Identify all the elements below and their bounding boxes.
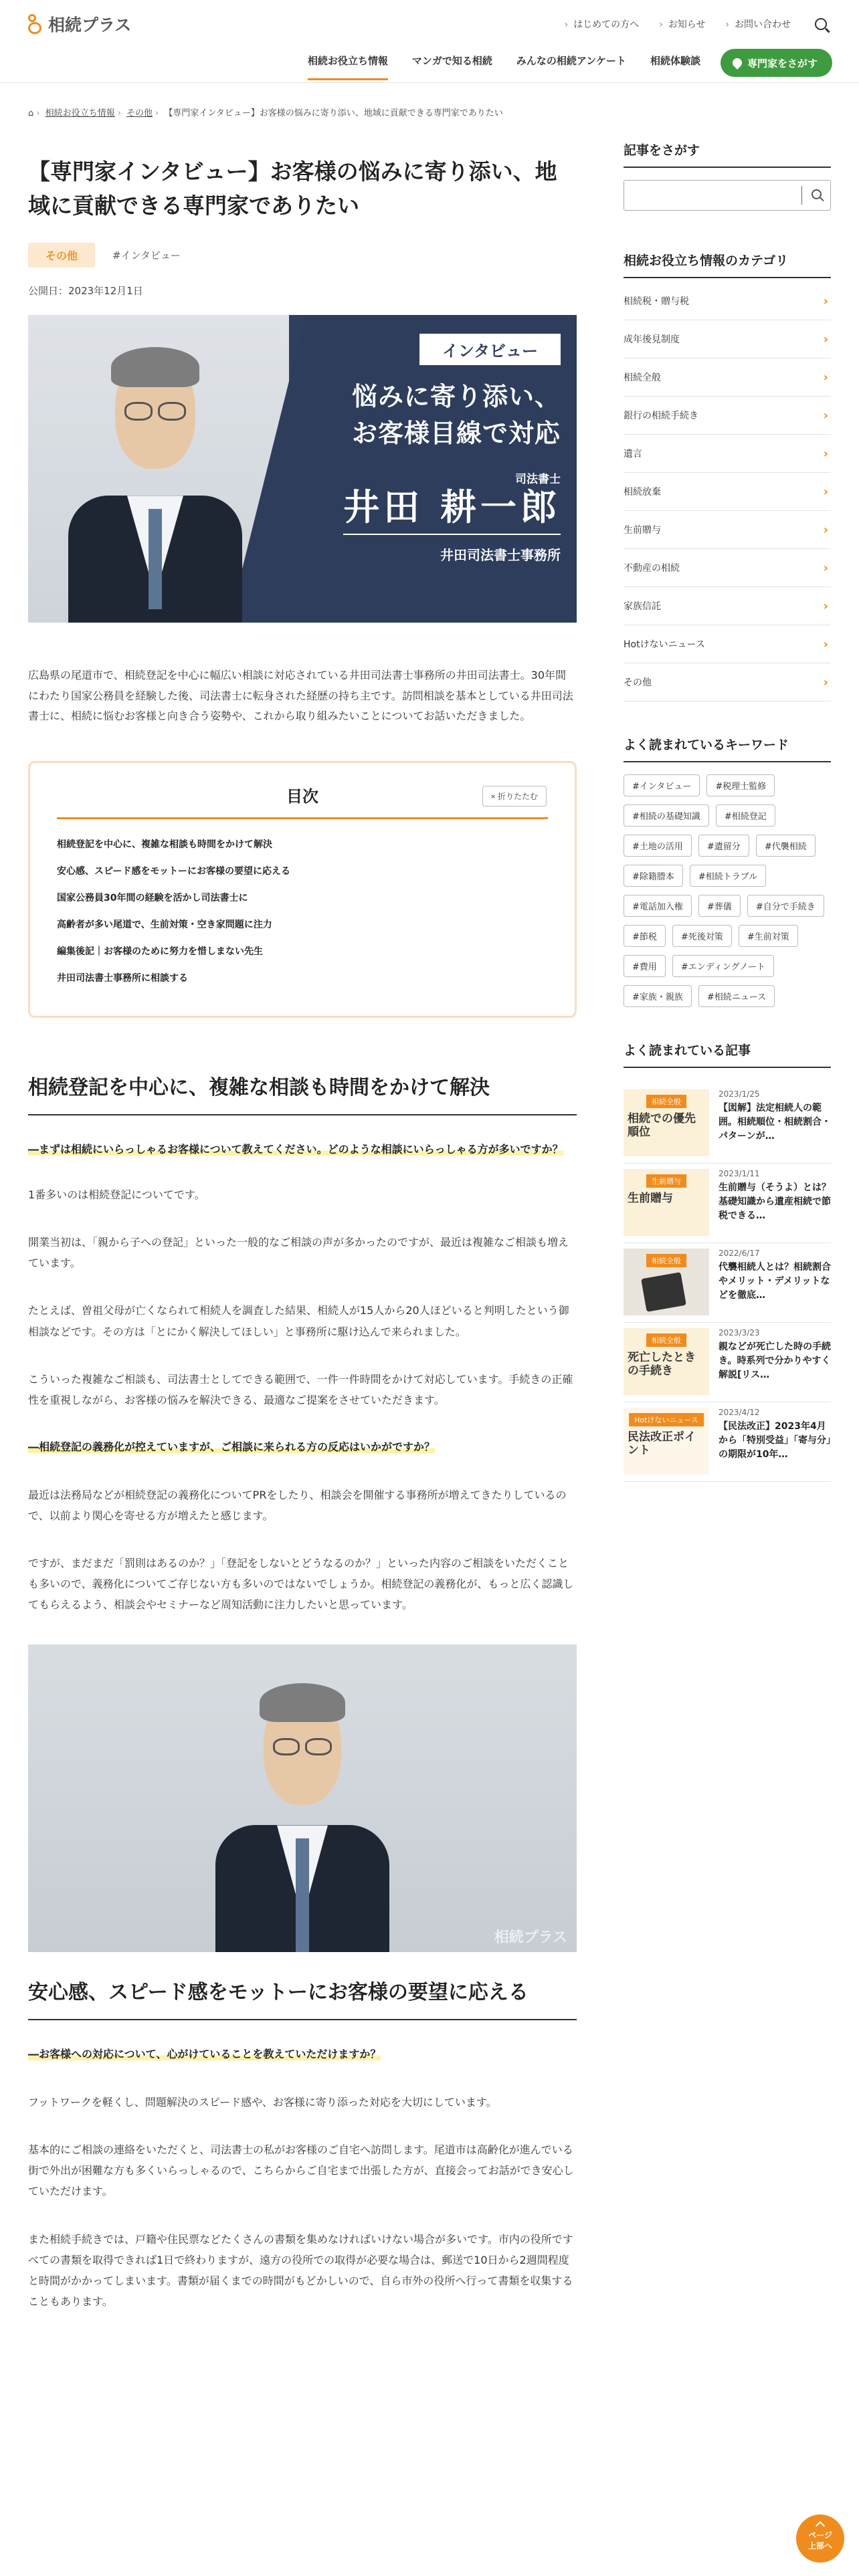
sidebar-keyword-title: よく読まれているキーワード xyxy=(624,735,831,762)
keyword-tag[interactable]: #費用 xyxy=(624,955,666,977)
chevron-right-icon: › xyxy=(823,484,828,499)
chevron-right-icon: › xyxy=(823,370,828,385)
hero-role: 司法書士 xyxy=(515,473,561,487)
keyword-tag[interactable]: #葬儀 xyxy=(698,895,741,917)
popular-list xyxy=(624,1084,831,1482)
keyword-tag[interactable]: #相続の基礎知識 xyxy=(624,804,709,827)
paragraph: ですが、まだまだ「罰則はあるのか？」「登記をしないとどうなるのか？」といった内容のご相談をいただくことも多いので、義務化についてご存じない方も多いのではないでしょうか。相続登記の義務化が、もっと広く認識してもらえるよう、相談会やセミナーなど周知活動に注力したいと思っています。 xyxy=(28,1556,574,1612)
category-list xyxy=(624,282,831,702)
site-logo[interactable] xyxy=(27,12,131,36)
article-title: 【専門家インタビュー】お客様の悩みに寄り添い、地域に貢献できる専門家でありたい xyxy=(28,158,557,219)
category-item[interactable]: 家族信託 › xyxy=(624,587,831,625)
category-item[interactable]: 遺言 › xyxy=(624,435,831,473)
utility-link-contact[interactable]: › お問い合わせ xyxy=(725,19,791,30)
hero-caption xyxy=(343,334,561,564)
search-icon[interactable] xyxy=(815,18,827,30)
breadcrumb: ⌂ › 相続お役立ち情報 › その他 › 【専門家インタビュー】お客様の悩みに寄り添い、地域に貢献できる専門家でありたい xyxy=(28,108,503,118)
utility-link-news[interactable]: › お知らせ xyxy=(659,19,706,30)
site-header xyxy=(0,0,859,83)
sidebar-popular-title: よく読まれている記事 xyxy=(624,1041,831,1068)
toc-item[interactable]: 編集後記｜お客様のために努力を惜しまない先生 xyxy=(57,946,263,958)
keyword-tag[interactable]: #インタビュー xyxy=(624,774,700,796)
category-item[interactable]: その他 › xyxy=(624,663,831,702)
paragraph: 開業当初は、「親から子への登記」といった一般的なご相談の声が多かったのですが、最近は複雑なご相談も増えています。 xyxy=(28,1236,569,1270)
sidebar xyxy=(624,83,831,1482)
paragraph: また相続手続きでは、戸籍や住民票などたくさんの書類を集めなければいけない場合が多いです。市内の役所ですべての書類を取得できれば1日で終わりますが、遠方の役所での取得が必要な場合は、郵送で10日から2週間程度と時間がかかってしまいます。書類が届くまでの時間がもどかしいので、自ら市外の役所へ行って書類を収集することもあります。 xyxy=(28,2232,573,2309)
hero-image xyxy=(28,315,577,623)
nav-useful-info[interactable]: 相続お役立ち情報 xyxy=(296,45,400,80)
chevron-right-icon: › xyxy=(564,19,569,30)
article-thumbnail: 相続全般 相続での優先順位 xyxy=(624,1089,709,1156)
chevron-right-icon: › xyxy=(823,446,828,461)
interview-photo xyxy=(28,1644,577,1952)
keyword-tag[interactable]: #節税 xyxy=(624,925,666,947)
interview-question: ―まずは相続にいらっしゃるお客様について教えてください。どのような相談にいらっしゃる方が多いですか？ xyxy=(28,1143,563,1156)
keyword-tag[interactable]: #除籍謄本 xyxy=(624,865,683,887)
chevron-right-icon: › xyxy=(659,19,663,30)
breadcrumb-current: 【専門家インタビュー】お客様の悩みに寄り添い、地域に貢献できる専門家でありたい xyxy=(164,108,503,118)
find-expert-button[interactable]: 専門家をさがす xyxy=(721,49,832,77)
portrait xyxy=(215,1665,389,1952)
article-thumbnail: 生前贈与 生前贈与 xyxy=(624,1169,709,1236)
article-main xyxy=(28,83,577,2312)
tag-link[interactable]: #インタビュー xyxy=(112,249,181,262)
table-of-contents xyxy=(28,761,577,1018)
hero-label: インタビュー xyxy=(419,334,561,365)
popular-article[interactable]: 相続全般 相続での優先順位 2023/1/25 【図解】法定相続人の範囲。相続順位・相続割合・パターンが… xyxy=(624,1084,831,1164)
category-item[interactable]: 銀行の相続手続き › xyxy=(624,397,831,435)
sidebar-search-title: 記事をさがす xyxy=(624,140,831,168)
chevron-right-icon: › xyxy=(823,408,828,423)
utility-link-beginners[interactable]: › はじめての方へ xyxy=(564,19,640,30)
chevron-right-icon: › xyxy=(823,560,828,575)
nav-survey[interactable]: みんなの相続アンケート xyxy=(516,55,626,67)
paragraph: 最近は法務局などが相続登記の義務化についてPRをしたり、相談会を開催する事務所が増えてきたりしているので、以前より関心を寄せる方が増えたと感じます。 xyxy=(28,1488,567,1522)
back-to-top-button[interactable]: ページ 上部へ xyxy=(796,2514,844,2563)
article-tags xyxy=(28,243,577,267)
utility-nav xyxy=(565,17,827,31)
portrait xyxy=(68,315,242,623)
paragraph: フットワークを軽くし、問題解決のスピード感や、お客様に寄り添った対応を大切にしています。 xyxy=(28,2095,497,2109)
keyword-tag[interactable]: #相続トラブル xyxy=(690,865,766,887)
toc-item[interactable]: 高齢者が多い尾道で、生前対策・空き家問題に注力 xyxy=(57,920,272,931)
toc-item[interactable]: 安心感、スピード感をモットーにお客様の要望に応える xyxy=(57,866,291,877)
keyword-tag[interactable]: #遺留分 xyxy=(698,835,749,857)
hero-office: 井田司法書士事務所 xyxy=(440,547,561,564)
article-thumbnail: 相続全般 xyxy=(624,1249,709,1315)
category-item[interactable]: 不動産の相続 › xyxy=(624,549,831,587)
map-pin-icon xyxy=(731,56,744,70)
article-lead: 広島県の尾道市で、相続登記を中心に幅広い相談に対応されている井田司法書士事務所の井田司法書士。30年間にわたり国家公務員を経験した後、司法書士に転身された経歴の持ち主です。訪問相談を基本としている井田司法書士に、相続に悩むお客様と向き合う姿勢や、これから取り組みたいことについてお話いただきました。 xyxy=(28,669,573,723)
keyword-tag[interactable]: #自分で手続き xyxy=(747,895,824,917)
keyword-tag[interactable]: #代襲相続 xyxy=(756,835,816,857)
paragraph: 1番多いのは相続登記についてです。 xyxy=(28,1188,205,1201)
keyword-tag[interactable]: #土地の活用 xyxy=(624,835,692,857)
section-1 xyxy=(28,1074,577,1952)
category-item[interactable]: 相続放棄 › xyxy=(624,473,831,511)
search-icon[interactable] xyxy=(812,189,822,199)
chevron-right-icon: › xyxy=(823,294,828,308)
section-heading: 安心感、スピード感をモットーにお客様の要望に応える xyxy=(28,1979,577,2020)
category-badge[interactable]: その他 xyxy=(28,243,95,267)
keyword-tag[interactable]: #電話加入権 xyxy=(624,895,692,917)
article-thumbnail: Hotけないニュース 民法改正ポイント xyxy=(624,1408,709,1475)
category-item[interactable]: 成年後見制度 › xyxy=(624,320,831,358)
chevron-right-icon: › xyxy=(823,637,828,651)
keyword-tag[interactable]: #死後対策 xyxy=(672,925,732,947)
popular-article[interactable]: 生前贈与 生前贈与 2023/1/11 生前贈与（そうよ）とは？基礎知識から遺産相続で節税できる… xyxy=(624,1164,831,1243)
nav-experiences[interactable]: 相続体験談 xyxy=(650,55,700,67)
chevron-right-icon: › xyxy=(823,599,828,613)
main-nav xyxy=(296,45,832,80)
interview-question: ―相続登記の義務化が控えていますが、ご相談に来られる方の反応はいかがですか？ xyxy=(28,1440,436,1454)
paragraph: 基本的にご相談の連絡をいただくと、司法書士の私がお客様のご自宅へ訪問します。尾道市は高齢化が進んでいる街で外出が困難な方も多くいらっしゃるので、こちらからご自宅まで出張した方が、直接会ってお話ができ安心していただけます。 xyxy=(28,2143,574,2198)
photo-watermark: 相続プラス xyxy=(494,1929,567,1947)
keyword-tag[interactable]: #相続ニュース xyxy=(698,985,775,1007)
sidebar-search xyxy=(624,180,831,211)
toc-item[interactable]: 相続登記を中心に、複雑な相談も時間をかけて解決 xyxy=(57,839,272,851)
home-icon[interactable]: ⌂ xyxy=(28,108,34,118)
keyword-tag[interactable]: #税理士監修 xyxy=(706,774,775,796)
category-item[interactable]: Hotけないニュース › xyxy=(624,625,831,663)
paragraph: こういった複雑なご相談も、司法書士としてできる範囲で、一件一件時間をかけて対応しています。手続きの正確性を重視しながら、お客様の悩みを解決できる、最適なご提案をさせていただきます。 xyxy=(28,1372,573,1406)
popular-article[interactable]: 相続全般 死亡したときの手続き 2023/3/23 親などが死亡した時の手続き。時系列で分かりやすく解説[リス… xyxy=(624,1323,831,1402)
breadcrumb-link-info[interactable]: 相続お役立ち情報 xyxy=(45,108,115,118)
logo-text: 相続プラス xyxy=(48,15,132,35)
interview-question: ―お客様への対応について、心がけていることを教えていただけますか？ xyxy=(28,2048,381,2061)
toc-list xyxy=(57,831,548,992)
published-date: 公開日：2023年12月1日 xyxy=(28,285,143,298)
keyword-tag[interactable]: #家族・親族 xyxy=(624,985,692,1007)
toc-collapse-button[interactable]: × 折りたたむ xyxy=(482,786,547,807)
keyword-tag[interactable]: #エンディングノート xyxy=(672,955,774,977)
search-input[interactable] xyxy=(624,181,785,210)
hero-name: 井田 耕一郎 xyxy=(343,486,561,535)
category-item[interactable]: 相続税・贈与税 › xyxy=(624,282,831,320)
section-heading: 相続登記を中心に、複雑な相談も時間をかけて解決 xyxy=(28,1074,577,1115)
keyword-tag[interactable]: #生前対策 xyxy=(739,925,798,947)
chevron-right-icon: › xyxy=(823,332,828,346)
article-thumbnail: 相続全般 死亡したときの手続き xyxy=(624,1328,709,1395)
close-icon: × xyxy=(490,792,496,802)
paragraph: たとえば、曽祖父母が亡くなられて相続人を調査した結果、相続人が15人から20人ほどいると判明したという御相談などです。その方は「とにかく解決してほしい」と事務所に駆け込んで来られました。 xyxy=(28,1304,569,1338)
keyword-list xyxy=(624,774,831,1007)
toc-item[interactable]: 井田司法書士事務所に相談する xyxy=(57,973,188,984)
nav-manga[interactable]: マンガで知る相続 xyxy=(411,55,492,67)
popular-article[interactable]: Hotけないニュース 民法改正ポイント 2023/4/12 【民法改正】2023年4月から「特別受益」「寄与分」の期限が10年… xyxy=(624,1402,831,1482)
logo-mark-icon xyxy=(27,13,44,35)
breadcrumb-link-other[interactable]: その他 xyxy=(126,108,153,118)
toc-title: 目次 xyxy=(57,783,548,819)
chevron-right-icon: › xyxy=(823,675,828,689)
category-item[interactable]: 相続全般 › xyxy=(624,358,831,397)
section-2 xyxy=(28,1979,577,2312)
chevron-right-icon: › xyxy=(725,19,729,30)
chevron-right-icon: › xyxy=(823,522,828,537)
popular-article[interactable]: 相続全般 2022/6/17 代襲相続人とは？相続割合やメリット・デメリットなどを徹底… xyxy=(624,1243,831,1323)
calculator-icon xyxy=(641,1272,686,1312)
category-item[interactable]: 生前贈与 › xyxy=(624,511,831,549)
keyword-tag[interactable]: #相続登記 xyxy=(716,804,775,827)
toc-item[interactable]: 国家公務員30年間の経験を活かし司法書士に xyxy=(57,893,248,904)
sidebar-category-title: 相続お役立ち情報のカテゴリ xyxy=(624,251,831,278)
hero-headline: 悩みに寄り添い、 お客様目線で対応 xyxy=(351,382,561,449)
